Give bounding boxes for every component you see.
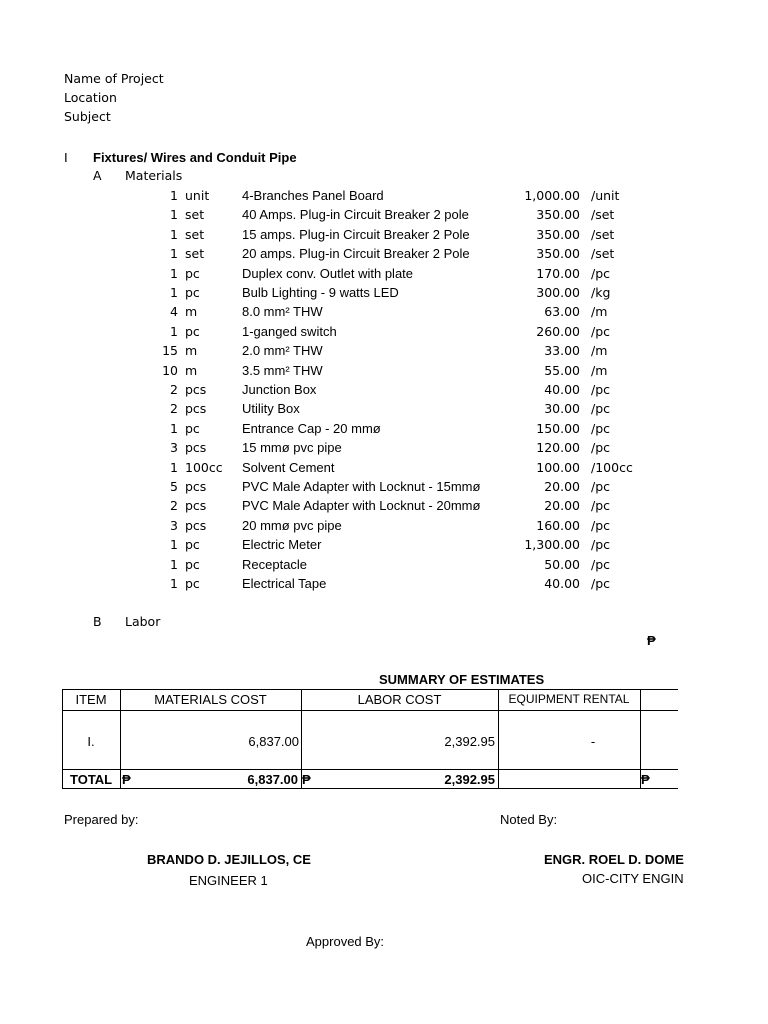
noted-by-title: OIC-CITY ENGIN (582, 871, 684, 886)
material-qty: 1 (170, 576, 178, 591)
material-description: Entrance Cap - 20 mmø (242, 420, 381, 436)
summary-title: SUMMARY OF ESTIMATES (379, 672, 545, 687)
material-qty: 1 (170, 226, 178, 242)
material-unit-price: 350.00 (536, 226, 580, 242)
material-price-unit: /pc (591, 517, 611, 533)
prepared-by-label: Prepared by: (64, 812, 139, 827)
material-price-unit: /unit (591, 188, 620, 203)
material-row (0, 324, 768, 340)
material-unit: set (185, 207, 205, 223)
material-row (0, 401, 768, 417)
material-price-unit: /pc (591, 556, 611, 572)
material-description: 20 mmø pvc pipe (242, 517, 342, 533)
material-unit: pcs (185, 479, 207, 494)
material-description: Junction Box (242, 382, 317, 397)
material-unit: unit (185, 188, 210, 203)
material-price-unit: /pc (591, 498, 611, 514)
material-unit: m (185, 362, 198, 378)
material-description: 2.0 mm² THW (242, 343, 323, 359)
material-row (0, 498, 768, 514)
material-price-unit: /m (591, 304, 608, 320)
row-item: I. (87, 734, 95, 749)
material-row (0, 557, 768, 573)
material-unit-price: 300.00 (536, 285, 580, 300)
material-price-unit: /kg (591, 285, 611, 300)
location-label: Location (64, 90, 117, 105)
material-qty: 1 (170, 188, 178, 203)
material-price-unit: /pc (591, 382, 611, 397)
material-row (0, 304, 768, 320)
material-description: Bulb Lighting - 9 watts LED (242, 285, 399, 300)
material-unit-price: 350.00 (536, 207, 580, 223)
material-price-unit: /pc (591, 440, 611, 456)
material-unit-price: 63.00 (544, 304, 580, 320)
material-unit-price: 350.00 (536, 246, 580, 262)
material-qty: 1 (170, 323, 178, 339)
material-description: 20 amps. Plug-in Circuit Breaker 2 Pole (242, 246, 470, 262)
material-unit-price: 55.00 (544, 362, 580, 378)
material-unit: pc (185, 285, 200, 300)
material-price-unit: /set (591, 207, 615, 223)
material-price-unit: /m (591, 362, 608, 378)
material-row (0, 537, 768, 553)
material-price-unit: /100cc (591, 459, 633, 475)
material-unit-price: 20.00 (544, 498, 580, 514)
material-price-unit: /set (591, 246, 615, 262)
material-unit: pc (185, 265, 200, 281)
material-unit-price: 40.00 (544, 382, 580, 397)
material-row (0, 576, 768, 592)
material-qty: 5 (170, 479, 178, 494)
material-unit-price: 120.00 (536, 440, 580, 456)
material-qty: 1 (170, 285, 178, 300)
material-description: Receptacle (242, 556, 308, 572)
project-name-label: Name of Project (64, 71, 164, 86)
material-unit-price: 40.00 (544, 576, 580, 591)
prepared-by-name: BRANDO D. JEJILLOS, CE (147, 852, 311, 867)
material-row (0, 440, 768, 456)
labor-letter: B (93, 614, 102, 629)
material-price-unit: /pc (591, 265, 611, 281)
total-materials-cost: 6,837.00 (247, 772, 298, 787)
material-qty: 10 (162, 362, 178, 378)
material-row (0, 479, 768, 495)
material-unit: pcs (185, 498, 207, 514)
material-unit: pcs (185, 401, 207, 417)
material-description: PVC Male Adapter with Locknut - 20mmø (242, 498, 481, 514)
materials-letter: A (93, 168, 102, 183)
material-unit-price: 100.00 (536, 459, 580, 475)
material-unit: m (185, 304, 198, 320)
material-row (0, 518, 768, 534)
material-unit: 100cc (185, 459, 223, 475)
material-description: Duplex conv. Outlet with plate (242, 265, 414, 281)
material-row (0, 188, 768, 204)
total-label: TOTAL (70, 772, 113, 787)
material-qty: 3 (170, 440, 178, 456)
total-labor-peso-sign: ₱ (302, 772, 311, 787)
material-description: 15 mmø pvc pipe (242, 440, 342, 456)
material-qty: 1 (170, 420, 178, 436)
header-materials-cost: MATERIALS COST (154, 692, 267, 707)
material-row (0, 343, 768, 359)
material-price-unit: /pc (591, 401, 611, 417)
material-unit: pcs (185, 517, 207, 533)
material-unit: pc (185, 323, 200, 339)
material-unit-price: 260.00 (536, 323, 580, 339)
material-unit: pc (185, 576, 200, 591)
material-unit-price: 170.00 (536, 265, 580, 281)
material-unit: pc (185, 537, 200, 553)
material-unit: pcs (185, 440, 207, 456)
material-qty: 1 (170, 207, 178, 223)
approved-by-label: Approved By: (306, 934, 385, 949)
material-unit-price: 1,300.00 (524, 537, 580, 553)
prepared-by-title: ENGINEER 1 (189, 873, 268, 888)
material-unit: pc (185, 420, 200, 436)
material-price-unit: /pc (591, 576, 611, 591)
header-item: ITEM (75, 692, 107, 707)
material-unit-price: 20.00 (544, 479, 580, 494)
material-row (0, 207, 768, 223)
material-description: 40 Amps. Plug-in Circuit Breaker 2 pole (242, 207, 469, 223)
material-unit-price: 150.00 (536, 420, 580, 436)
material-qty: 1 (170, 265, 178, 281)
section-number: I (64, 150, 68, 165)
material-qty: 4 (170, 304, 178, 320)
material-qty: 3 (170, 517, 178, 533)
material-price-unit: /pc (591, 479, 611, 494)
material-row (0, 266, 768, 282)
material-unit: pc (185, 556, 200, 572)
material-row (0, 460, 768, 476)
material-unit-price: 33.00 (544, 343, 580, 359)
material-qty: 1 (170, 246, 178, 262)
material-unit: m (185, 343, 198, 359)
material-description: 1-ganged switch (242, 323, 337, 339)
material-qty: 15 (162, 343, 178, 359)
labor-peso-sign: ₱ (647, 633, 656, 648)
material-unit: pcs (185, 382, 207, 397)
material-qty: 2 (170, 401, 178, 417)
material-unit: set (185, 226, 205, 242)
material-unit-price: 30.00 (544, 401, 580, 417)
materials-heading: Materials (125, 168, 183, 183)
section-title: Fixtures/ Wires and Conduit Pipe (93, 150, 297, 165)
row-materials-cost: 6,837.00 (248, 734, 299, 749)
material-row (0, 227, 768, 243)
material-description: 3.5 mm² THW (242, 362, 323, 378)
material-price-unit: /pc (591, 420, 611, 436)
material-price-unit: /m (591, 343, 608, 359)
material-row (0, 382, 768, 398)
material-qty: 2 (170, 382, 178, 397)
material-unit: set (185, 246, 205, 262)
noted-by-label: Noted By: (500, 812, 558, 827)
material-qty: 1 (170, 537, 178, 553)
material-description: PVC Male Adapter with Locknut - 15mmø (242, 479, 481, 494)
material-description: Solvent Cement (242, 459, 335, 475)
header-equipment-rental: EQUIPMENT RENTAL (508, 692, 630, 706)
material-row (0, 285, 768, 301)
row-equipment-rental: - (590, 734, 596, 749)
material-unit-price: 1,000.00 (524, 188, 580, 203)
material-row (0, 363, 768, 379)
material-unit-price: 160.00 (536, 517, 580, 533)
material-price-unit: /set (591, 226, 615, 242)
material-description: Utility Box (242, 401, 300, 417)
material-price-unit: /pc (591, 323, 611, 339)
material-qty: 2 (170, 498, 178, 514)
material-row (0, 246, 768, 262)
material-description: Electric Meter (242, 537, 322, 553)
row-labor-cost: 2,392.95 (444, 734, 495, 749)
header-labor-cost: LABOR COST (357, 692, 442, 707)
material-description: 8.0 mm² THW (242, 304, 323, 320)
material-description: 15 amps. Plug-in Circuit Breaker 2 Pole (242, 226, 470, 242)
subject-label: Subject (64, 109, 111, 124)
total-equipment-peso: ₱ (641, 772, 650, 787)
material-qty: 1 (170, 556, 178, 572)
material-row (0, 421, 768, 437)
material-qty: 1 (170, 459, 178, 475)
material-price-unit: /pc (591, 537, 611, 553)
material-unit-price: 50.00 (544, 556, 580, 572)
total-materials-peso: ₱ (122, 772, 131, 787)
labor-heading: Labor (125, 614, 161, 629)
material-description: Electrical Tape (242, 576, 327, 591)
total-labor-cost: 2,392.95 (444, 772, 495, 787)
material-description: 4-Branches Panel Board (242, 188, 384, 203)
noted-by-name: ENGR. ROEL D. DOME (544, 852, 684, 867)
